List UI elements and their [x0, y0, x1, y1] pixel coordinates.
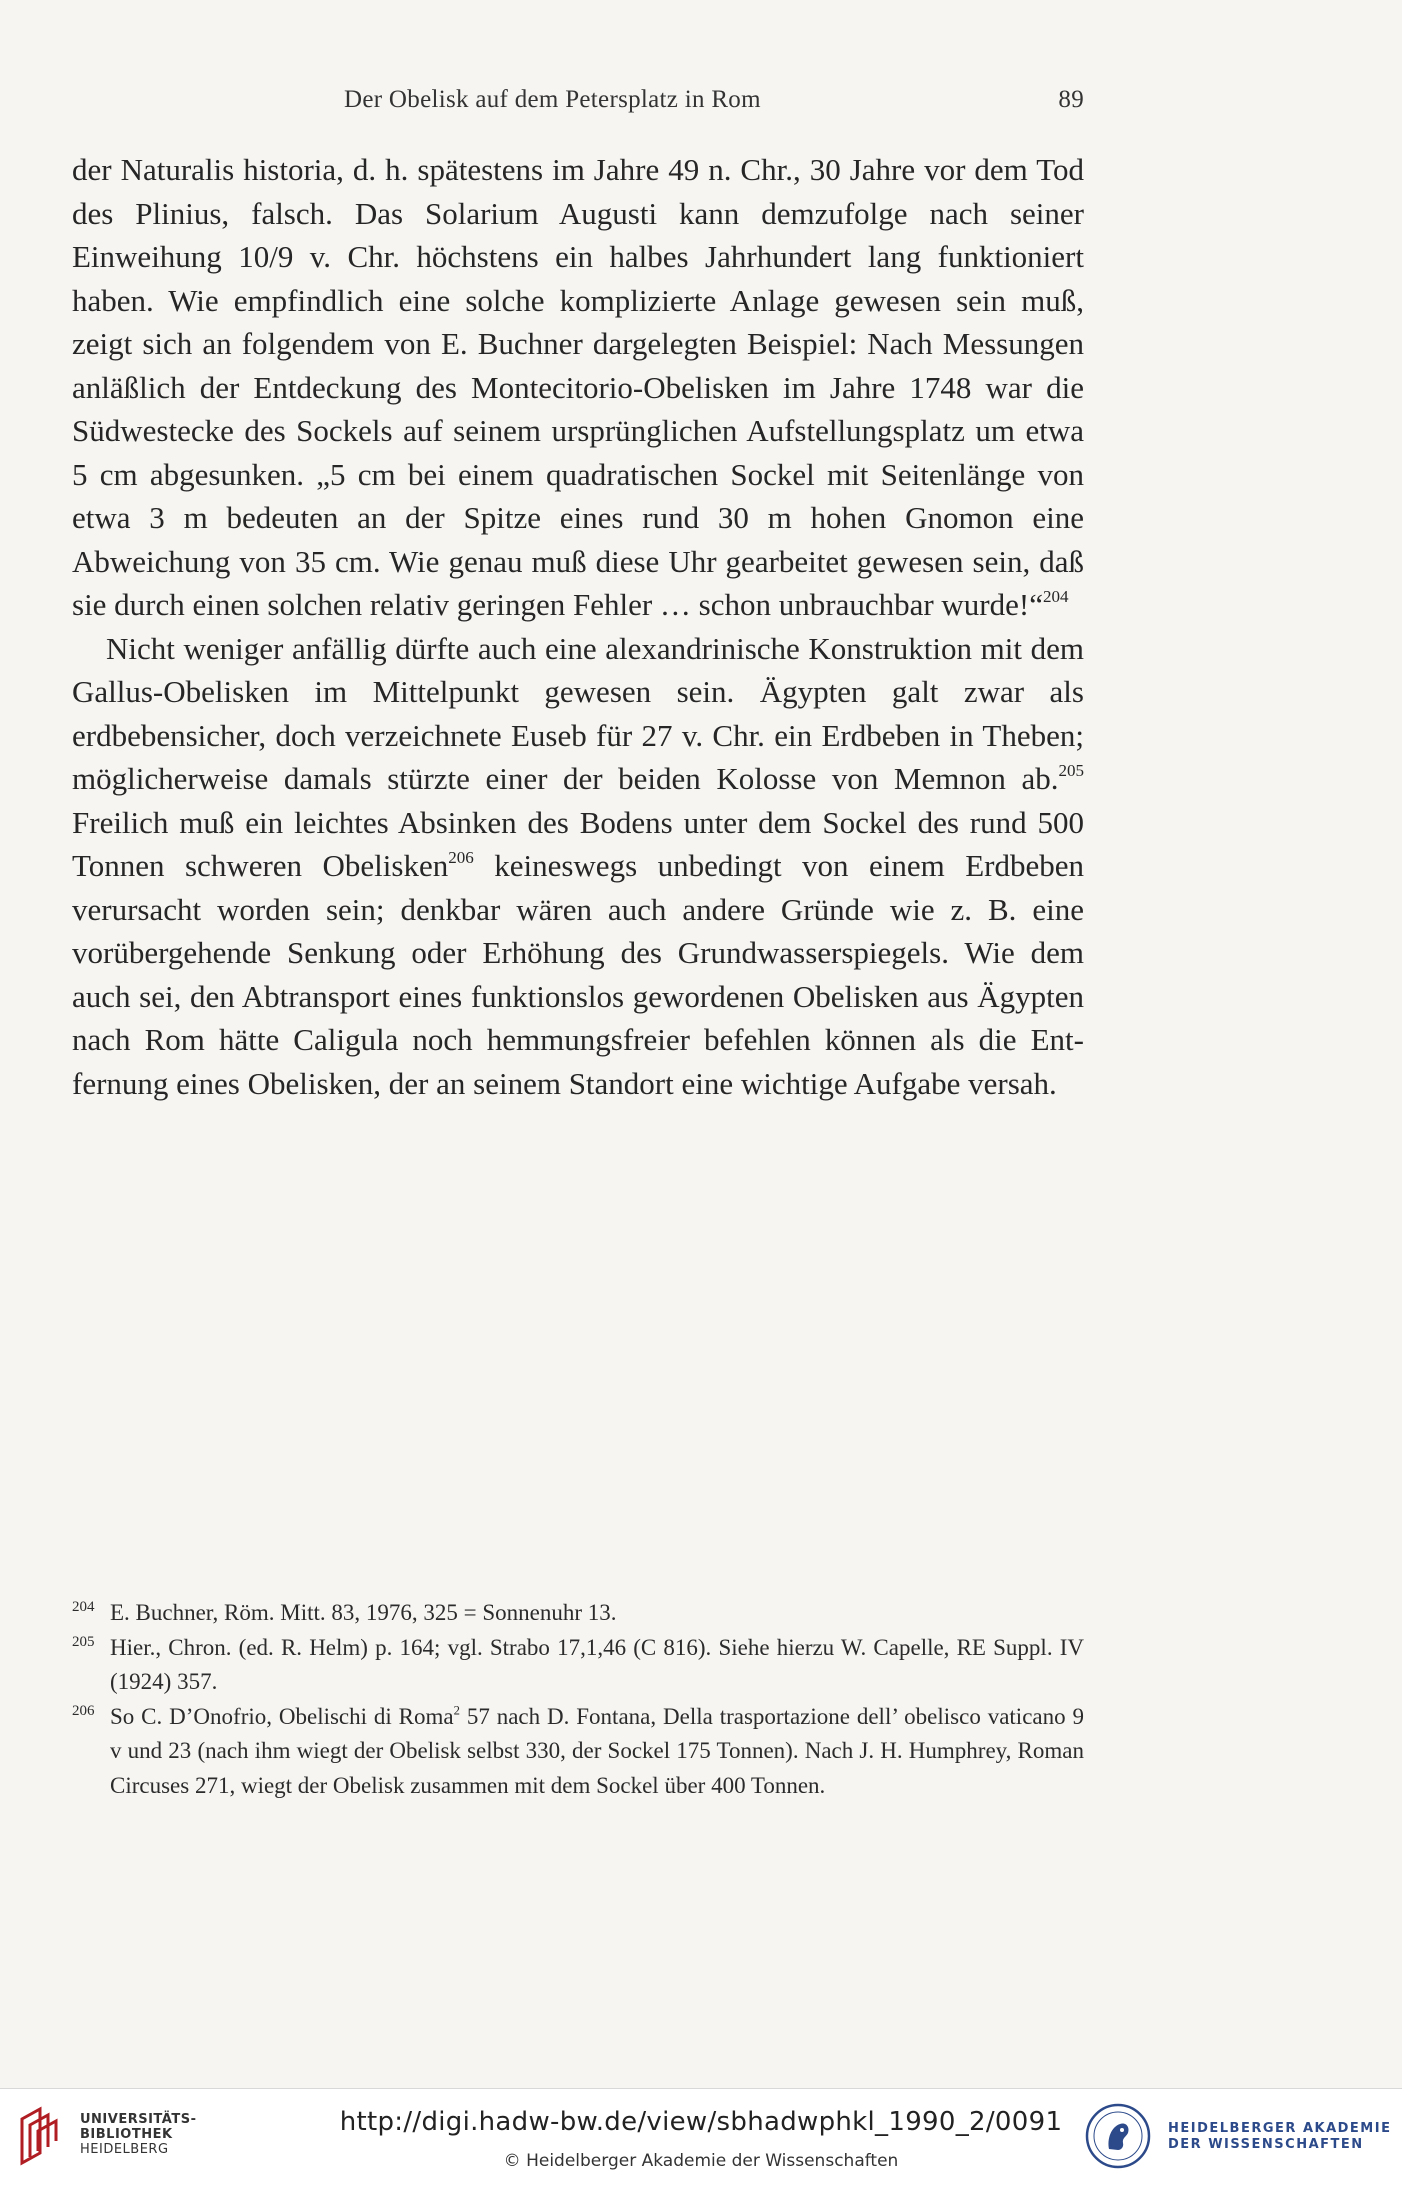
- library-line-3: HEIDELBERG: [80, 2142, 169, 2157]
- footnote-text: Hier., Chron. (ed. R. Helm) p. 164; vgl. Strabo 17,1,46 (C 816). Siehe hierzu W. Capelle, RE Suppl. IV (1924) 357.: [110, 1634, 1084, 1694]
- footnote-ref-204[interactable]: 204: [1042, 587, 1069, 607]
- footnote-204: [72, 1596, 1084, 1631]
- footnote-text-post: 57 nach D. Fontana, Della trasportazione dell’ obelisco vaticano 9 v und 23 (nach ihm wiegt der Obelisk selbst 330, der Sockel 175 Tonnen). Nach J. H. Humphrey, Roman Circuses 271, wiegt der Obelisk zusammen mit dem Sockel über 400 Tonnen.: [110, 1703, 1084, 1798]
- edition-superscript: 2: [453, 1703, 460, 1718]
- library-line-2: BIBLIOTHEK: [80, 2127, 173, 2142]
- footnote-ref-205[interactable]: 205: [1058, 761, 1084, 781]
- running-title: Der Obelisk auf dem Petersplatz in Rom: [344, 86, 761, 113]
- footnote-number: 204: [72, 1599, 95, 1615]
- permalink-url[interactable]: http://digi.hadw-bw.de/view/sbhadwphkl_1990_2/0091: [339, 2107, 1063, 2137]
- paragraph-2-seg-2: Freilich muß ein leichtes Absinken des Bodens unter dem Sockel des rund 500 Tonnen schweren Obelisken: [72, 804, 1084, 883]
- footnote-number: 206: [72, 1702, 95, 1719]
- academy-line-1: HEIDELBERGER AKADEMIE: [1168, 2121, 1392, 2136]
- page-number: 89: [1058, 86, 1084, 113]
- academy-name: [1168, 2121, 1391, 2153]
- footnote-ref-206[interactable]: 206: [448, 848, 474, 868]
- paragraph-1-text: der Naturalis historia, d. h. spätestens im Jahre 49 n. Chr., 30 Jahre vor dem Tod des Plinius, falsch. Das Solarium Augusti kann demzufolge nach seiner Einweihung 10/9 v. Chr. höchstens ein halbes Jahrhundert lang funktioniert haben. Wie empfindlich eine solche komplizierte Anlage gewesen sein muß, zeigt sich an folgendem von E. Buchner dargelegten Beispiel: Nach Messungen anläßlich der Entdeckung des Montecitorio-Obelisken im Jahre 1748 war die Südwestecke des Sockels auf seinem ursprünglichen Aufstellungsplatz um etwa 5 cm abgesunken. „5 cm bei einem quadratischen Sockel mit Seitenlänge von etwa 3 m bedeuten an der Spitze eines rund 30 m hohen Gnomon eine Abweichung von 35 cm. Wie genau muß diese Uhr gearbeitet gewesen sein, daß sie durch einen solchen relativ geringen Fehler … schon unbrauchbar wurde!“: [72, 152, 1084, 622]
- academy-line-2: DER WISSENSCHAFTEN: [1168, 2137, 1364, 2152]
- body-text: [72, 148, 1084, 1105]
- footnote-206: [72, 1700, 1084, 1804]
- paragraph-2-seg-3: keineswegs unbedingt von einem Erdbeben verursacht worden sein; denkbar wären auch andere Gründe wie z. B. eine vorübergehende Senkung oder Erhöhung des Grundwasserspiegels. Wie dem auch sei, den Abtransport eines funktionslos gewordenen Obelisken aus Ägypten nach Rom hätte Caligula noch hemmungsfreier befehlen können als die Entfernung eines Obelisken, der an seinem Standort eine wichtige Aufgabe versah.: [72, 848, 1084, 1101]
- copyright-notice: © Heidelberger Akademie der Wissenschaften: [503, 2151, 899, 2171]
- paragraph-2: [72, 627, 1084, 1106]
- footnote-text-pre: So C. D’Onofrio, Obelischi di Roma: [110, 1703, 454, 1729]
- footnote-205: [72, 1631, 1084, 1700]
- footnote-number: 205: [72, 1633, 95, 1650]
- paragraph-1: [72, 148, 1084, 627]
- academy-seal-icon: [1085, 2103, 1151, 2169]
- footnote-text: E. Buchner, Röm. Mitt. 83, 1976, 325 = Sonnenuhr 13.: [110, 1600, 617, 1625]
- library-line-1: UNIVERSITÄTS-: [80, 2112, 197, 2127]
- footnotes: [72, 1596, 1084, 1803]
- paragraph-2-seg-1: Nicht weniger anfällig dürfte auch eine alexandrinische Konstruktion mit dem Gallus-Obelisken im Mittelpunkt gewesen sein. Ägypten galt zwar als erdbebensicher, doch verzeichnete Euseb für 27 v. Chr. ein Erdbeben in Theben; möglicherweise damals stürzte einer der beiden Kolosse von Memnon ab.: [72, 630, 1084, 796]
- viewer-footer: [0, 2088, 1402, 2186]
